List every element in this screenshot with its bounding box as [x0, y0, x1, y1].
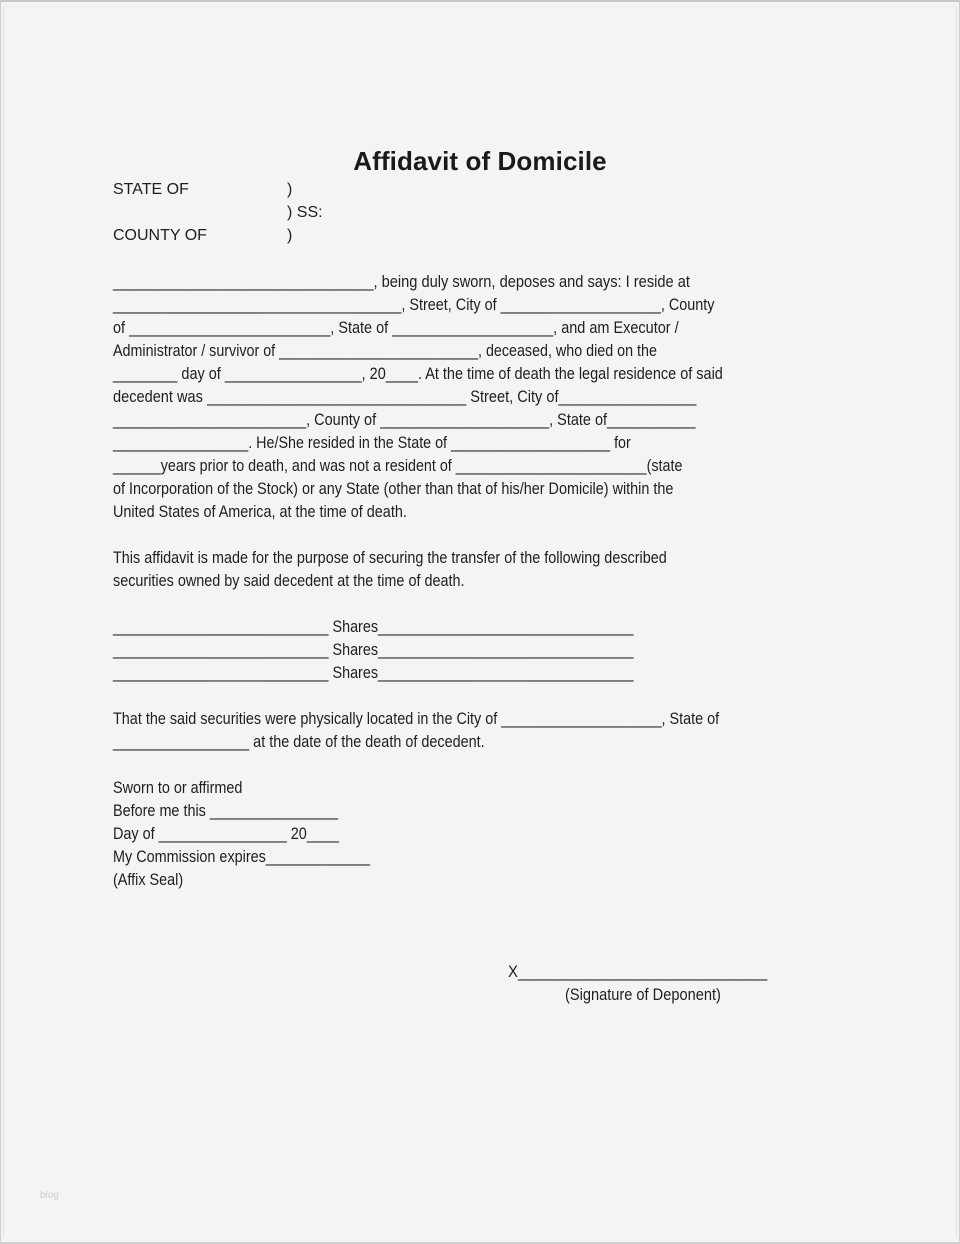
- text-line: ________ day of _________________, 20____. At the time of death the legal residence of said: [113, 364, 723, 383]
- venue-paren: ): [287, 227, 293, 244]
- notary-line: Sworn to or affirmed: [113, 778, 243, 797]
- shares-row: ___________________________ Shares________________________________: [113, 640, 634, 659]
- shares-row: ___________________________ Shares________________________________: [113, 617, 634, 636]
- state-of-label: STATE OF: [113, 181, 189, 198]
- watermark-text: blog: [40, 1190, 59, 1201]
- document-title-text: Affidavit of Domicile: [353, 146, 607, 176]
- signature-caption: (Signature of Deponent): [565, 985, 721, 1004]
- text-line: of Incorporation of the Stock) or any State (other than that of his/her Domicile) within the: [113, 479, 674, 498]
- signature-line: X______________________________: [508, 962, 768, 981]
- text-line: ______years prior to death, and was not a resident of ________________________(state: [113, 456, 683, 475]
- shares-row: ___________________________ Shares________________________________: [113, 663, 634, 682]
- county-of-label: COUNTY OF: [113, 227, 207, 244]
- notary-line: Day of ________________ 20____: [113, 824, 339, 843]
- venue-paren: ): [287, 181, 293, 198]
- text-line: ________________________, County of _____________________, State of___________: [113, 410, 696, 429]
- text-line: ________________________________, being duly sworn, deposes and says: I reside at: [113, 272, 690, 291]
- text-line: _________________ at the date of the death of decedent.: [113, 732, 485, 751]
- text-line: That the said securities were physically located in the City of ____________________, State of: [113, 709, 720, 728]
- text-line: decedent was ________________________________ Street, City of_________________: [113, 387, 697, 406]
- text-line: of _________________________, State of ____________________, and am Executor /: [113, 318, 679, 337]
- text-line: _________________. He/She resided in the State of ____________________ for: [113, 433, 631, 452]
- notary-line: My Commission expires_____________: [113, 847, 371, 866]
- text-line: Administrator / survivor of _________________________, deceased, who died on the: [113, 341, 657, 360]
- text-line: United States of America, at the time of death.: [113, 502, 407, 521]
- document-title: [0, 146, 960, 177]
- notary-line: Before me this ________________: [113, 801, 339, 820]
- venue-ss: ) SS:: [287, 204, 323, 221]
- text-line: securities owned by said decedent at the time of death.: [113, 571, 465, 590]
- notary-line: (Affix Seal): [113, 870, 184, 889]
- text-line: ____________________________________, Street, City of ____________________, County: [113, 295, 715, 314]
- text-line: This affidavit is made for the purpose of securing the transfer of the following described: [113, 548, 667, 567]
